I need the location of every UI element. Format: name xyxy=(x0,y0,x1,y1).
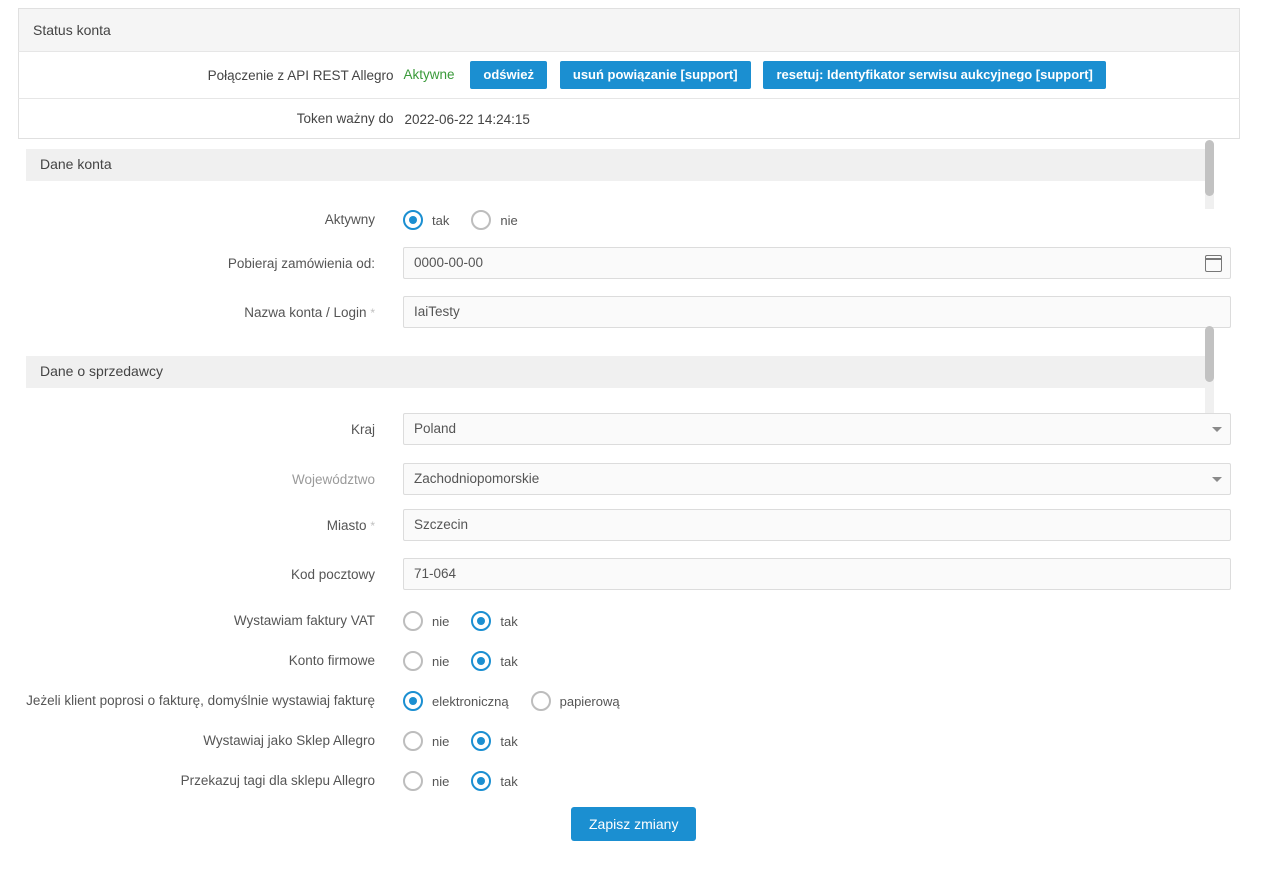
active-option-tak-label: tak xyxy=(432,212,450,228)
company-account-option-nie-label: nie xyxy=(432,653,450,669)
chevron-down-icon[interactable] xyxy=(1212,477,1222,482)
shop-tags-radio-group xyxy=(403,764,528,798)
company-account-radio-group xyxy=(403,644,528,678)
row-as-shop xyxy=(0,724,1278,758)
shop-tags-label: Przekazuj tagi dla sklepu Allegro xyxy=(180,773,375,788)
radio-icon[interactable] xyxy=(403,771,423,791)
row-voivodeship xyxy=(0,463,1278,497)
as-shop-option-nie[interactable] xyxy=(403,731,449,751)
active-option-tak[interactable] xyxy=(403,210,449,230)
calendar-icon[interactable] xyxy=(1205,255,1222,272)
as-shop-label: Wystawiaj jako Sklep Allegro xyxy=(203,733,375,748)
row-active xyxy=(0,203,1278,237)
token-validity-value: 2022-06-22 14:24:15 xyxy=(404,111,530,127)
shop-tags-option-nie[interactable] xyxy=(403,771,449,791)
voivodeship-select[interactable]: Zachodniopomorskie xyxy=(403,463,1231,495)
as-shop-option-tak-label: tak xyxy=(500,733,518,749)
row-shop-tags xyxy=(0,764,1278,798)
radio-icon[interactable] xyxy=(471,731,491,751)
invoice-type-option-papierowa-label: papierową xyxy=(559,693,620,709)
as-shop-option-tak[interactable] xyxy=(471,731,517,751)
country-select[interactable]: Poland xyxy=(403,413,1231,445)
login-label xyxy=(0,296,385,330)
postcode-input[interactable]: 71-064 xyxy=(403,558,1231,590)
seller-section-scroll-thumb[interactable] xyxy=(1205,326,1214,382)
vat-invoices-option-nie-label: nie xyxy=(432,613,450,629)
save-changes-button[interactable]: Zapisz zmiany xyxy=(571,807,696,841)
radio-icon[interactable] xyxy=(403,731,423,751)
invoice-type-option-elektroniczna[interactable] xyxy=(403,691,509,711)
country-label: Kraj xyxy=(350,422,375,437)
orders-from-label: Pobieraj zamówienia od: xyxy=(227,256,375,271)
city-label-text: Miasto xyxy=(326,518,367,533)
invoice-type-label: Jeżeli klient poprosi o fakturę, domyślnie wystawiaj fakturę xyxy=(26,693,375,708)
company-account-option-tak[interactable] xyxy=(471,651,517,671)
active-option-nie[interactable] xyxy=(471,210,517,230)
chevron-down-icon[interactable] xyxy=(1212,427,1222,432)
radio-icon[interactable] xyxy=(471,210,491,230)
account-section-scroll-track[interactable] xyxy=(1205,149,1214,209)
api-status-text: Aktywne xyxy=(403,67,455,82)
company-account-label: Konto firmowe xyxy=(288,653,375,668)
row-postcode xyxy=(0,558,1278,592)
login-required-mark: * xyxy=(370,306,375,320)
radio-icon[interactable] xyxy=(471,771,491,791)
seller-section-scroll-track[interactable] xyxy=(1205,340,1214,416)
vat-invoices-label: Wystawiam faktury VAT xyxy=(233,613,375,628)
postcode-label: Kod pocztowy xyxy=(290,567,375,582)
vat-invoices-option-tak-label: tak xyxy=(500,613,518,629)
token-validity-label: Token ważny do xyxy=(19,99,404,139)
api-connection-row xyxy=(19,52,1240,99)
refresh-button[interactable]: odśwież xyxy=(470,61,547,89)
login-label-text: Nazwa konta / Login xyxy=(244,305,367,320)
vat-invoices-option-nie[interactable] xyxy=(403,611,449,631)
account-section-scroll-thumb[interactable] xyxy=(1205,140,1214,196)
status-section-title: Status konta xyxy=(19,9,1240,52)
as-shop-option-nie-label: nie xyxy=(432,733,450,749)
company-account-option-tak-label: tak xyxy=(500,653,518,669)
account-section-header xyxy=(26,149,1214,181)
shop-tags-option-nie-label: nie xyxy=(432,773,450,789)
city-label xyxy=(0,509,385,543)
city-input[interactable]: Szczecin xyxy=(403,509,1231,541)
vat-invoices-option-tak[interactable] xyxy=(471,611,517,631)
radio-icon[interactable] xyxy=(531,691,551,711)
active-option-nie-label: nie xyxy=(500,212,518,228)
radio-icon[interactable] xyxy=(403,691,423,711)
row-company-account xyxy=(0,644,1278,678)
row-vat-invoices xyxy=(0,604,1278,638)
radio-icon[interactable] xyxy=(403,651,423,671)
invoice-type-option-elektroniczna-label: elektroniczną xyxy=(432,693,509,709)
api-connection-value xyxy=(404,52,1240,99)
active-radio-group xyxy=(403,203,528,237)
api-connection-label: Połączenie z API REST Allegro xyxy=(19,52,404,99)
seller-section-header xyxy=(26,356,1214,388)
account-section-title: Dane konta xyxy=(40,156,112,172)
vat-invoices-radio-group xyxy=(403,604,528,638)
token-validity-row xyxy=(19,99,1240,139)
radio-icon[interactable] xyxy=(471,611,491,631)
as-shop-radio-group xyxy=(403,724,528,758)
shop-tags-option-tak-label: tak xyxy=(500,773,518,789)
voivodeship-label: Województwo xyxy=(291,472,375,487)
radio-icon[interactable] xyxy=(403,210,423,230)
reset-auction-service-id-button[interactable]: resetuj: Identyfikator serwisu aukcyjnego [support] xyxy=(763,61,1105,89)
seller-section-title: Dane o sprzedawcy xyxy=(40,363,163,379)
city-required-mark: * xyxy=(370,519,375,533)
remove-link-button[interactable]: usuń powiązanie [support] xyxy=(560,61,751,89)
invoice-type-radio-group xyxy=(403,684,630,718)
status-header-row xyxy=(19,9,1240,52)
radio-icon[interactable] xyxy=(471,651,491,671)
row-login xyxy=(0,296,1278,330)
row-country xyxy=(0,413,1278,447)
row-city xyxy=(0,509,1278,543)
shop-tags-option-tak[interactable] xyxy=(471,771,517,791)
row-invoice-type xyxy=(0,684,1278,718)
invoice-type-option-papierowa[interactable] xyxy=(531,691,620,711)
active-label: Aktywny xyxy=(324,212,375,227)
orders-from-input[interactable]: 0000-00-00 xyxy=(403,247,1231,279)
row-orders-from xyxy=(0,247,1278,281)
radio-icon[interactable] xyxy=(403,611,423,631)
account-status-table xyxy=(18,8,1240,139)
company-account-option-nie[interactable] xyxy=(403,651,449,671)
login-input[interactable]: IaiTesty xyxy=(403,296,1231,328)
